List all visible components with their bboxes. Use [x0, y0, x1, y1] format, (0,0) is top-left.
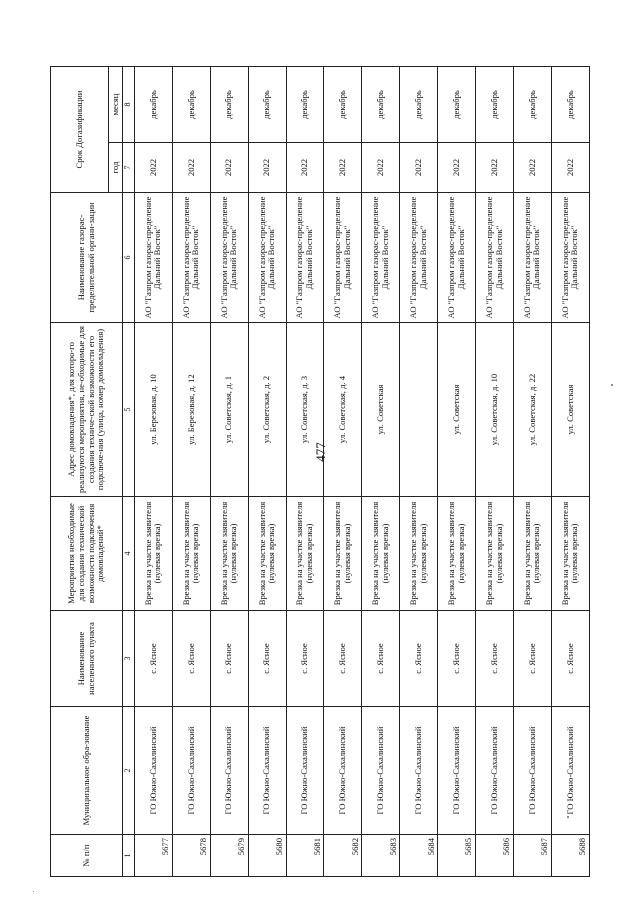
year-cell: 2022: [172, 143, 210, 193]
settlement-cell: с. Ясное: [400, 611, 438, 707]
table-row: [286, 67, 324, 877]
address-cell: ул. Советская, д. 1: [210, 323, 248, 497]
column-numbers-row: [123, 67, 135, 877]
month-cell: декабрь: [172, 67, 210, 143]
settlement-cell: с. Ясное: [514, 611, 552, 707]
settlement-cell: с. Ясное: [172, 611, 210, 707]
header-col-municipality: Муниципальное обра-зование: [51, 707, 123, 835]
row-number: 5687: [514, 835, 552, 877]
municipality-cell: ГО Южно-Сахалинский: [248, 707, 286, 835]
organization-cell: АО "Газпром газорас-пределение Дальний Восток": [134, 193, 172, 323]
organization-cell: АО "Газпром газорас-пределение Дальний Восток": [324, 193, 362, 323]
measure-cell: Врезка на участке заявителя (нулевая врезка): [134, 497, 172, 611]
header-col-settlement: Наименование населенного пункта: [51, 611, 123, 707]
municipality-cell: ГО Южно-Сахалинский: [210, 707, 248, 835]
row-number: 5677: [134, 835, 172, 877]
row-number: 5679: [210, 835, 248, 877]
table-row: [514, 67, 552, 877]
address-cell: ул. Советская, д. 3: [286, 323, 324, 497]
header-col-year: год: [109, 143, 123, 193]
settlement-cell: с. Ясное: [248, 611, 286, 707]
column-number: 1: [123, 835, 135, 877]
table-row: [476, 67, 514, 877]
address-cell: ул. Советская: [362, 323, 400, 497]
municipality-cell: ГО Южно-Сахалинский: [476, 707, 514, 835]
municipality-cell: ГО Южно-Сахалинский: [324, 707, 362, 835]
header-col-organization: Наименование газорас-пределительной органи-зации: [51, 193, 123, 323]
row-number: 5681: [286, 835, 324, 877]
month-cell: декабрь: [210, 67, 248, 143]
header-col-month: месяц: [109, 67, 123, 143]
column-number: 7: [123, 143, 135, 193]
organization-cell: АО "Газпром газорас-пределение Дальний Восток": [248, 193, 286, 323]
header-col-num: № п/п: [51, 835, 123, 877]
month-cell: декабрь: [400, 67, 438, 143]
year-cell: 2022: [286, 143, 324, 193]
settlement-cell: с. Ясное: [438, 611, 476, 707]
year-cell: 2022: [362, 143, 400, 193]
measure-cell: Врезка на участке заявителя (нулевая врезка): [438, 497, 476, 611]
organization-cell: АО "Газпром газорас-пределение Дальний Восток": [400, 193, 438, 323]
address-cell: ул. Советская, д. 2: [248, 323, 286, 497]
row-number: 5682: [324, 835, 362, 877]
organization-cell: АО "Газпром газорас-пределение Дальний Восток": [476, 193, 514, 323]
month-cell: декабрь: [514, 67, 552, 143]
month-cell: декабрь: [324, 67, 362, 143]
table-body: [134, 67, 589, 877]
row-number: 5683: [362, 835, 400, 877]
organization-cell: АО "Газпром газорас-пределение Дальний Восток": [172, 193, 210, 323]
month-cell: декабрь: [551, 67, 589, 143]
scan-speck: [567, 816, 569, 818]
municipality-cell: ГО Южно-Сахалинский: [172, 707, 210, 835]
organization-cell: АО "Газпром газорас-пределение Дальний Восток": [514, 193, 552, 323]
settlement-cell: с. Ясное: [286, 611, 324, 707]
table-row: [324, 67, 362, 877]
organization-cell: АО "Газпром газорас-пределение Дальний Восток": [438, 193, 476, 323]
row-number: 5685: [438, 835, 476, 877]
row-number: 5686: [476, 835, 514, 877]
settlement-cell: с. Ясное: [551, 611, 589, 707]
year-cell: 2022: [210, 143, 248, 193]
settlement-cell: с. Ясное: [134, 611, 172, 707]
year-cell: 2022: [551, 143, 589, 193]
settlement-cell: с. Ясное: [324, 611, 362, 707]
table-row: [362, 67, 400, 877]
year-cell: 2022: [476, 143, 514, 193]
measure-cell: Врезка на участке заявителя (нулевая врезка): [400, 497, 438, 611]
header-col-deadline: Срок Догазификации: [51, 67, 109, 193]
address-cell: ул. Советская, д. 4: [324, 323, 362, 497]
month-cell: декабрь: [286, 67, 324, 143]
measure-cell: Врезка на участке заявителя (нулевая врезка): [286, 497, 324, 611]
scan-speck: [33, 891, 34, 892]
table-row: [134, 67, 172, 877]
measure-cell: Врезка на участке заявителя (нулевая врезка): [210, 497, 248, 611]
measure-cell: Врезка на участке заявителя (нулевая врезка): [172, 497, 210, 611]
measure-cell: Врезка на участке заявителя (нулевая врезка): [551, 497, 589, 611]
address-cell: ул. Советская: [551, 323, 589, 497]
address-cell: ул. Березовая, д. 10: [134, 323, 172, 497]
row-number: 5688: [551, 835, 589, 877]
organization-cell: АО "Газпром газорас-пределение Дальний Восток": [551, 193, 589, 323]
column-number: 5: [123, 323, 135, 497]
table-row: [172, 67, 210, 877]
year-cell: 2022: [514, 143, 552, 193]
header-col-address: Адрес домовладения*, для которо-го реализуются мероприятия, не-обходимые для создания техниче-ской возможности его подключе-ния (улица, номер домовладения): [51, 323, 123, 497]
month-cell: декабрь: [362, 67, 400, 143]
measure-cell: Врезка на участке заявителя (нулевая врезка): [362, 497, 400, 611]
month-cell: декабрь: [476, 67, 514, 143]
year-cell: 2022: [438, 143, 476, 193]
organization-cell: АО "Газпром газорас-пределение Дальний Восток": [362, 193, 400, 323]
address-cell: ул. Березовая, д. 12: [172, 323, 210, 497]
month-cell: декабрь: [438, 67, 476, 143]
page-number: 477: [313, 442, 328, 462]
column-number: 8: [123, 67, 135, 143]
measure-cell: Врезка на участке заявителя (нулевая врезка): [248, 497, 286, 611]
address-cell: ул. Советская, д. 22: [514, 323, 552, 497]
settlement-cell: с. Ясное: [362, 611, 400, 707]
year-cell: 2022: [324, 143, 362, 193]
table-row: [248, 67, 286, 877]
column-number: 3: [123, 611, 135, 707]
organization-cell: АО "Газпром газорас-пределение Дальний Восток": [210, 193, 248, 323]
row-number: 5678: [172, 835, 210, 877]
settlement-cell: с. Ясное: [476, 611, 514, 707]
municipality-cell: ГО Южно-Сахалинский: [362, 707, 400, 835]
table-row: [210, 67, 248, 877]
row-number: 5684: [400, 835, 438, 877]
municipality-cell: ГО Южно-Сахалинский: [551, 707, 589, 835]
column-number: 4: [123, 497, 135, 611]
municipality-cell: ГО Южно-Сахалинский: [134, 707, 172, 835]
table-row: [551, 67, 589, 877]
settlement-cell: с. Ясное: [210, 611, 248, 707]
measure-cell: Врезка на участке заявителя (нулевая врезка): [514, 497, 552, 611]
header-col-measures: Мероприятия необходимые для создания технической возможности подключения домовладений*: [51, 497, 123, 611]
scan-speck: [611, 384, 613, 386]
gasification-table: [50, 66, 590, 877]
address-cell: [400, 323, 438, 497]
municipality-cell: ГО Южно-Сахалинский: [438, 707, 476, 835]
month-cell: декабрь: [248, 67, 286, 143]
table-row: [438, 67, 476, 877]
column-number: 2: [123, 707, 135, 835]
row-number: 5680: [248, 835, 286, 877]
address-cell: ул. Советская, д. 10: [476, 323, 514, 497]
year-cell: 2022: [134, 143, 172, 193]
measure-cell: Врезка на участке заявителя (нулевая врезка): [476, 497, 514, 611]
address-cell: ул. Советская: [438, 323, 476, 497]
municipality-cell: ГО Южно-Сахалинский: [400, 707, 438, 835]
table-header: [51, 67, 135, 877]
municipality-cell: ГО Южно-Сахалинский: [514, 707, 552, 835]
rotated-table-wrapper: [50, 67, 590, 877]
column-number: 6: [123, 193, 135, 323]
organization-cell: АО "Газпром газорас-пределение Дальний Восток": [286, 193, 324, 323]
month-cell: декабрь: [134, 67, 172, 143]
table-row: [400, 67, 438, 877]
measure-cell: Врезка на участке заявителя (нулевая врезка): [324, 497, 362, 611]
year-cell: 2022: [248, 143, 286, 193]
municipality-cell: ГО Южно-Сахалинский: [286, 707, 324, 835]
year-cell: 2022: [400, 143, 438, 193]
